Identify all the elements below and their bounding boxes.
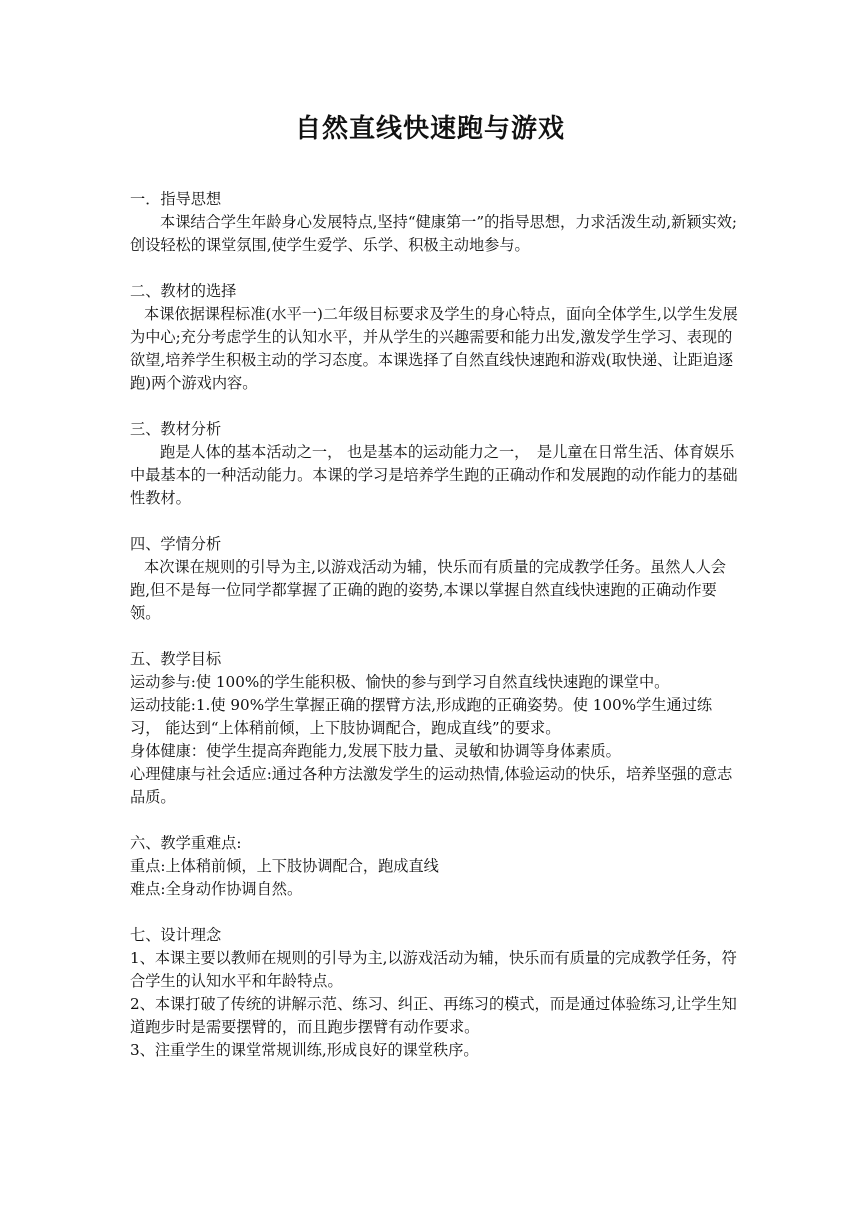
section-paragraph: 跑是人体的基本活动之一， 也是基本的运动能力之一， 是儿童在日常生活、体育娱乐中最基本的一种活动能力。本课的学习是培养学生跑的正确动作和发展跑的动作能力的基础性教材。	[130, 443, 738, 507]
section-material-analysis	[130, 418, 740, 510]
section-heading: 四、学情分析	[130, 535, 222, 553]
section-material-selection	[130, 280, 740, 395]
section-heading: 五、教学目标	[130, 650, 222, 668]
section-paragraph: 本课依据课程标准(水平一)二年级目标要求及学生的身心特点，面向全体学生,以学生发展为中心;充分考虑学生的认知水平，并从学生的兴趣需要和能力出发,激发学生学习、表现的欲望,培养学生积极主动的学习态度。本课选择了自然直线快速跑和游戏(取快递、让距追逐跑)两个游戏内容。	[130, 305, 738, 392]
section-paragraph: 本次课在规则的引导为主,以游戏活动为辅，快乐而有质量的完成教学任务。虽然人人会跑,但不是每一位同学都掌握了正确的跑的姿势,本课以掌握自然直线快速跑的正确动作要领。	[130, 558, 726, 622]
section-heading: 二、教材的选择	[130, 282, 237, 300]
goal-participation: 运动参与:使 100%的学生能积极、愉快的参与到学习自然直线快速跑的课堂中。	[130, 673, 670, 691]
design-item: 1、本课主要以教师在规则的引导为主,以游戏活动为辅，快乐而有质量的完成教学任务，符合学生的认知水平和年龄特点。	[130, 949, 737, 990]
difficult-point: 难点:全身动作协调自然。	[130, 880, 303, 898]
document-title: 自然直线快速跑与游戏	[294, 114, 565, 144]
section-key-points	[130, 832, 740, 901]
section-heading: 七、设计理念	[130, 926, 222, 944]
goal-physical-health: 身体健康：使学生提高奔跑能力,发展下肢力量、灵敏和协调等身体素质。	[130, 742, 621, 760]
section-teaching-goals	[130, 648, 740, 809]
section-heading: 一．指导思想	[130, 190, 222, 208]
design-item: 2、本课打破了传统的讲解示范、练习、纠正、再练习的模式，而是通过体验练习,让学生知道跑步时是需要摆臂的，而且跑步摆臂有动作要求。	[130, 995, 737, 1036]
section-design-concept	[130, 924, 740, 1062]
goal-skills: 运动技能:1.使 90%学生掌握正确的摆臂方法,形成跑的正确姿势。使 100%学生通过练习， 能达到“上体稍前倾，上下肢协调配合，跑成直线”的要求。	[130, 696, 713, 737]
section-guiding-thought	[130, 188, 740, 257]
key-point: 重点:上体稍前倾，上下肢协调配合，跑成直线	[130, 857, 439, 875]
goal-mental-health: 心理健康与社会适应:通过各种方法激发学生的运动热情,体验运动的快乐，培养坚强的意志品质。	[130, 765, 733, 806]
design-item: 3、注重学生的课堂常规训练,形成良好的课堂秩序。	[130, 1041, 479, 1059]
section-paragraph: 本课结合学生年龄身心发展特点,坚持“健康第一”的指导思想，力求活泼生动,新颖实效;创设轻松的课堂氛围,使学生爱学、乐学、积极主动地参与。	[130, 213, 738, 254]
section-student-analysis	[130, 533, 740, 625]
section-heading: 六、教学重难点:	[130, 834, 242, 852]
document-body	[130, 188, 740, 1085]
section-heading: 三、教材分析	[130, 420, 222, 438]
